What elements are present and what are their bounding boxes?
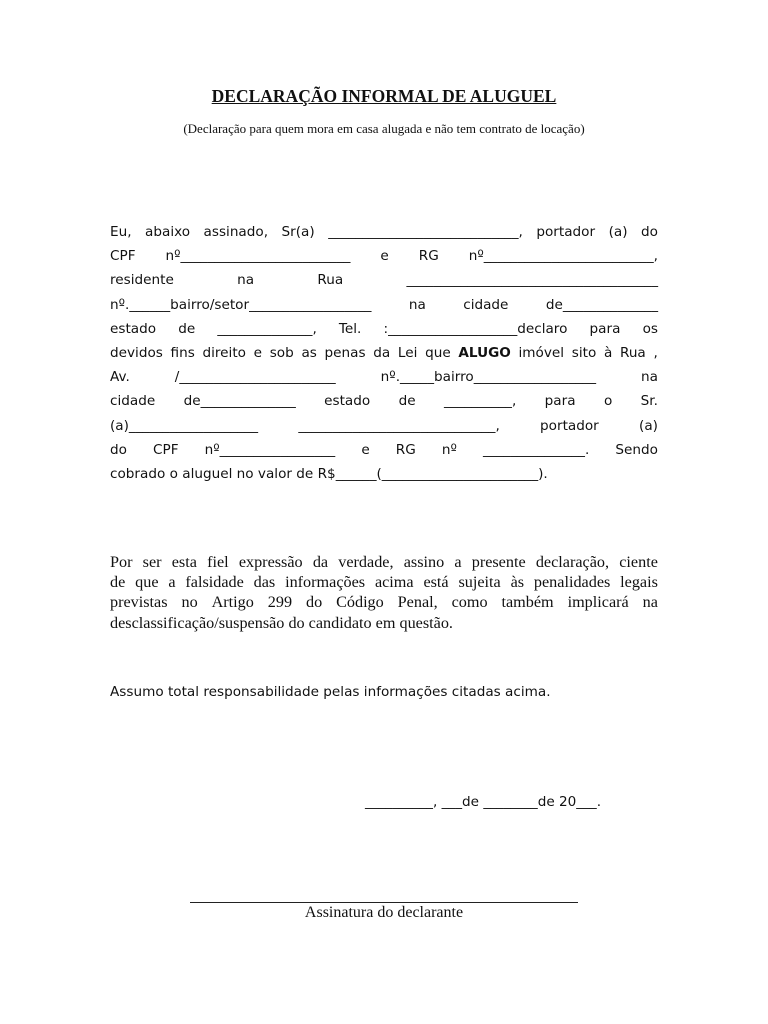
word: fins [170, 345, 195, 362]
word: declaração, [535, 553, 610, 571]
paragraph-line [110, 220, 658, 244]
word: nº [441, 441, 457, 458]
emphasized-word: ALUGO [458, 345, 511, 362]
word: do [110, 441, 127, 458]
word: penalidades [533, 573, 611, 592]
word: assino [403, 553, 445, 571]
paragraph-line [110, 572, 658, 592]
word: imóvel [518, 345, 565, 362]
date-line: __________, ___de ________de 20___. [365, 794, 602, 810]
paragraph-line [110, 438, 658, 462]
word: /_______________________ [174, 369, 336, 386]
word: a [454, 553, 462, 571]
word: para [589, 320, 621, 337]
word: à [603, 345, 613, 362]
word: previstas [110, 593, 168, 612]
word: informações [285, 573, 366, 592]
word: penas [324, 345, 366, 362]
word: CPF [153, 441, 179, 458]
word: _______________. [483, 441, 590, 458]
word: no [181, 593, 198, 612]
word: do [305, 593, 323, 612]
word: nº.______bairro/setor__________________ [110, 296, 372, 313]
word: assinado, [203, 224, 269, 240]
word: de [178, 320, 196, 337]
word: de______________ [183, 393, 296, 410]
word: RG [395, 441, 416, 458]
word: Tel. [338, 320, 362, 337]
word: e [361, 441, 370, 458]
word: das [253, 573, 276, 592]
word: os [642, 320, 658, 337]
word: que [135, 573, 159, 592]
word: falsidade [185, 573, 244, 592]
word: (a) [608, 224, 628, 240]
declaration-paragraph [110, 220, 658, 486]
responsibility-statement: Assumo total responsabilidade pelas informações citadas acima. [110, 684, 551, 700]
word: de [110, 573, 126, 592]
word: as [301, 345, 317, 362]
word: portador [536, 224, 596, 240]
paragraph-line [110, 244, 658, 268]
word: (a) [639, 417, 658, 434]
word: legais [620, 573, 658, 592]
paragraph-line [110, 389, 658, 413]
word: Eu, [110, 224, 132, 240]
word: nº._____bairro__________________ [380, 369, 597, 386]
paragraph-line [110, 317, 658, 341]
word: nº_________________ [204, 441, 336, 458]
word: direito [202, 345, 246, 362]
word: na [641, 369, 658, 386]
word: :___________________declaro [383, 320, 568, 337]
word: de [398, 393, 416, 410]
word: fiel [207, 553, 229, 571]
word: está [423, 573, 449, 592]
word: de______________ [545, 296, 658, 313]
word: portador [540, 417, 599, 434]
paragraph-line [110, 552, 658, 572]
word: (a)___________________ [110, 417, 259, 434]
word: presente [471, 553, 526, 571]
word: na [642, 593, 658, 612]
word: também [501, 593, 554, 612]
word: cidade [463, 296, 509, 313]
word: o [603, 393, 613, 410]
word: verdade, [338, 553, 394, 571]
word: abaixo [145, 224, 191, 240]
word: ciente [619, 553, 658, 571]
word: Av. [110, 369, 130, 386]
word: __________, [443, 393, 517, 410]
word: sob [269, 345, 294, 362]
word: Código [336, 593, 384, 612]
word: acima [374, 573, 414, 592]
document-subtitle: (Declaração para quem mora em casa alugada e não tem contrato de locação) [183, 121, 585, 136]
word: esta [171, 553, 197, 571]
word: devidos [110, 345, 163, 362]
paragraph-line [110, 268, 658, 292]
word: Sendo [615, 441, 658, 458]
word: RG [418, 248, 439, 265]
word: ______________, [217, 320, 317, 337]
word: CPF [110, 248, 136, 265]
paragraph-line: cobrado o aluguel no valor de R$______(_______________________). [110, 466, 548, 483]
truth-statement-paragraph [110, 552, 658, 633]
word: sujeita [458, 573, 501, 592]
paragraph-line [110, 365, 658, 389]
word: Penal, [397, 593, 438, 612]
paragraph-line [110, 414, 658, 438]
word: ser [142, 553, 162, 571]
signature-line [190, 902, 578, 903]
word: para [544, 393, 576, 410]
signature-label: Assinatura do declarante [304, 904, 464, 921]
word: expressão [238, 553, 303, 571]
word: Rua [317, 272, 344, 289]
paragraph-line: desclassificação/suspensão do candidato em questão. [110, 613, 453, 632]
word: e [253, 345, 263, 362]
word: da [373, 345, 391, 362]
word: do [641, 224, 658, 240]
word: às [510, 573, 525, 592]
word: cidade [110, 393, 156, 410]
word: estado [110, 320, 157, 337]
document-title: DECLARAÇÃO INFORMAL DE ALUGUEL [211, 86, 557, 106]
paragraph-line-alugo [110, 341, 658, 365]
word: _____________________________________ [406, 272, 658, 289]
word: e [380, 248, 389, 265]
word: Por [110, 553, 133, 571]
word: da [312, 553, 329, 571]
word: implicará [567, 593, 629, 612]
word: _____________________________, [298, 417, 500, 434]
paragraph-line [110, 293, 658, 317]
word: 299 [267, 593, 293, 612]
word: Sr. [640, 393, 658, 410]
paragraph-line [110, 592, 658, 612]
word: a [168, 573, 176, 592]
word: Artigo [211, 593, 254, 612]
word: sito [571, 345, 597, 362]
word: , [653, 345, 658, 362]
word: Sr(a) [281, 224, 315, 240]
word: residente [110, 272, 174, 289]
word: que [425, 345, 451, 362]
word: na [237, 272, 255, 289]
word: nº_________________________ [165, 248, 351, 265]
word: ____________________________, [328, 224, 523, 240]
word: Rua [619, 345, 646, 362]
word: na [408, 296, 426, 313]
word: nº_________________________, [468, 248, 658, 265]
word: como [451, 593, 488, 612]
word: estado [324, 393, 371, 410]
word: Lei [397, 345, 418, 362]
